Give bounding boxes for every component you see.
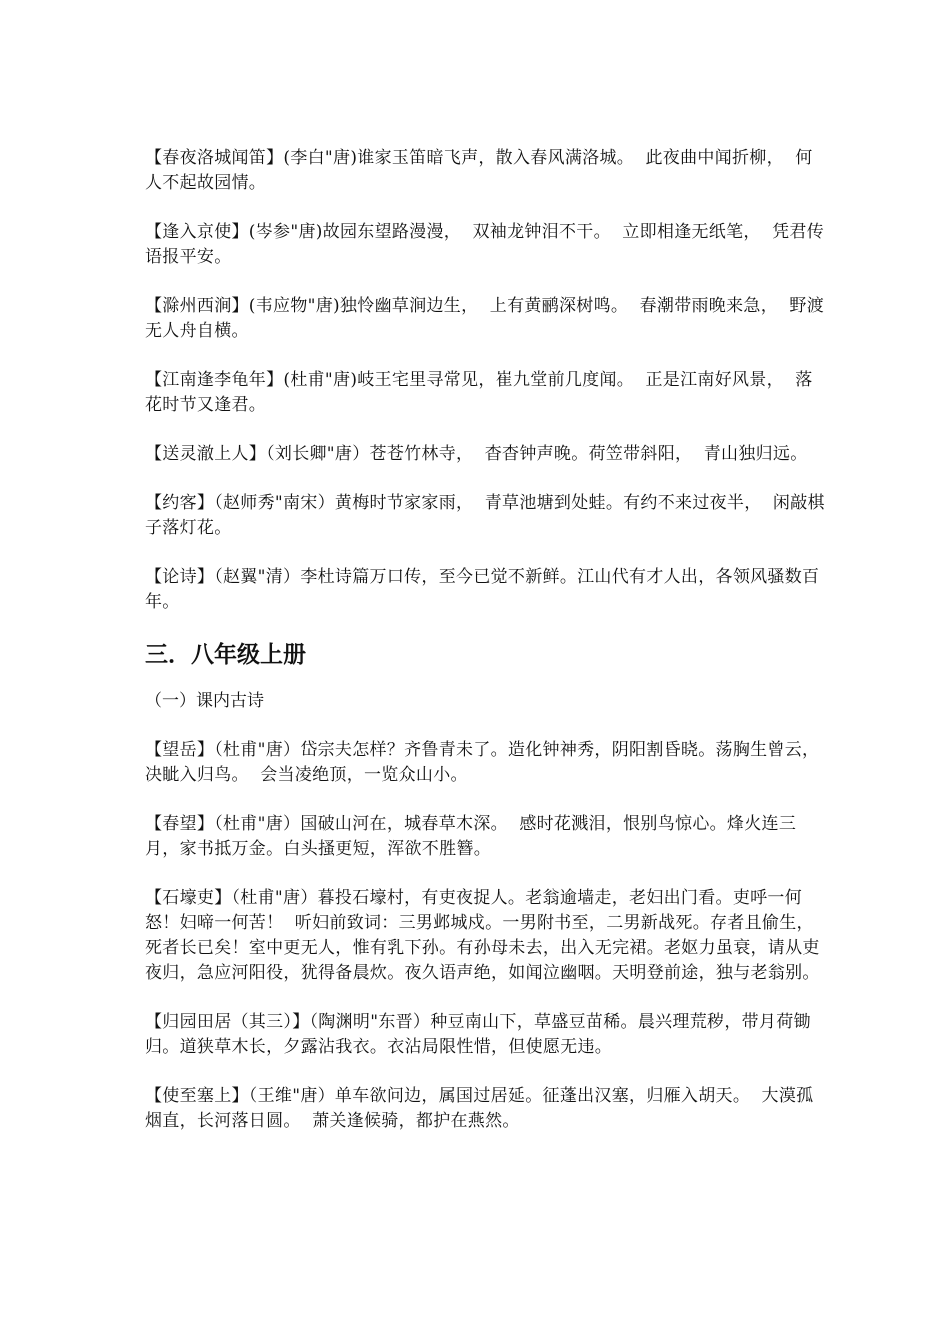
poem-paragraph: 【滁州西涧】(韦应物"唐)独怜幽草涧边生， 上有黄鹂深树鸣。 春潮带雨晚来急， 野渡无人舟自横。	[145, 296, 825, 341]
poem-paragraph: 【使至塞上】（王维"唐）单车欲问边，属国过居延。征蓬出汉塞，归雁入胡天。 大漠孤烟直，长河落日圆。 萧关逢候骑，都护在燕然。	[145, 1086, 814, 1131]
poem-paragraph: 【送灵澈上人】（刘长卿"唐）苍苍竹林寺， 杳杳钟声晚。荷笠带斜阳， 青山独归远。	[145, 444, 808, 464]
document-page	[145, 146, 825, 1158]
poem-paragraph: 【春夜洛城闻笛】(李白"唐)谁家玉笛暗飞声，散入春风满洛城。 此夜曲中闻折柳， 何人不起故园情。	[145, 148, 813, 193]
poem-paragraph: 【望岳】（杜甫"唐）岱宗夫怎样？齐鲁青未了。造化钟神秀，阴阳割昏晓。荡胸生曾云，决眦入归鸟。 会当凌绝顶，一览众山小。	[145, 740, 820, 785]
poem-paragraph: 【石壕吏】（杜甫"唐）暮投石壕村，有吏夜捉人。老翁逾墙走，老妇出门看。吏呼一何怒！妇啼一何苦！ 听妇前致词：三男邺城戍。一男附书至，二男新战死。存者且偷生，死者长已矣！室中更无人，惟有乳下孙。有孙母未去，出入无完裙。老妪力虽衰，请从吏夜归，急应河阳役，犹得备晨炊。夜久语声绝，如闻泣幽咽。天明登前途，独与老翁别。	[145, 888, 820, 983]
section-heading: 三．八年级上册	[145, 642, 306, 668]
poem-paragraph: 【春望】（杜甫"唐）国破山河在，城春草木深。 感时花溅泪，恨别鸟惊心。烽火连三月，家书抵万金。白头搔更短，浑欲不胜簪。	[145, 814, 797, 859]
poem-paragraph: 【江南逢李龟年】(杜甫"唐)岐王宅里寻常见，崔九堂前几度闻。 正是江南好风景， 落花时节又逢君。	[145, 370, 813, 415]
poem-paragraph: 【逢入京使】(岑参"唐)故园东望路漫漫， 双袖龙钟泪不干。 立即相逢无纸笔， 凭君传语报平安。	[145, 222, 825, 267]
poem-paragraph: 【归园田居（其三）】（陶渊明"东晋）种豆南山下，草盛豆苗稀。晨兴理荒秽，带月荷锄归。道狭草木长，夕露沾我衣。衣沾局限性惜，但使愿无违。	[145, 1012, 811, 1057]
poem-paragraph: 【约客】（赵师秀"南宋）黄梅时节家家雨， 青草池塘到处蛙。有约不来过夜半， 闲敲棋子落灯花。	[145, 493, 825, 538]
subsection-heading: （一）课内古诗	[145, 691, 264, 711]
poem-paragraph: 【论诗】（赵翼"清）李杜诗篇万口传，至今已觉不新鲜。江山代有才人出，各领风骚数百年。	[145, 567, 820, 612]
